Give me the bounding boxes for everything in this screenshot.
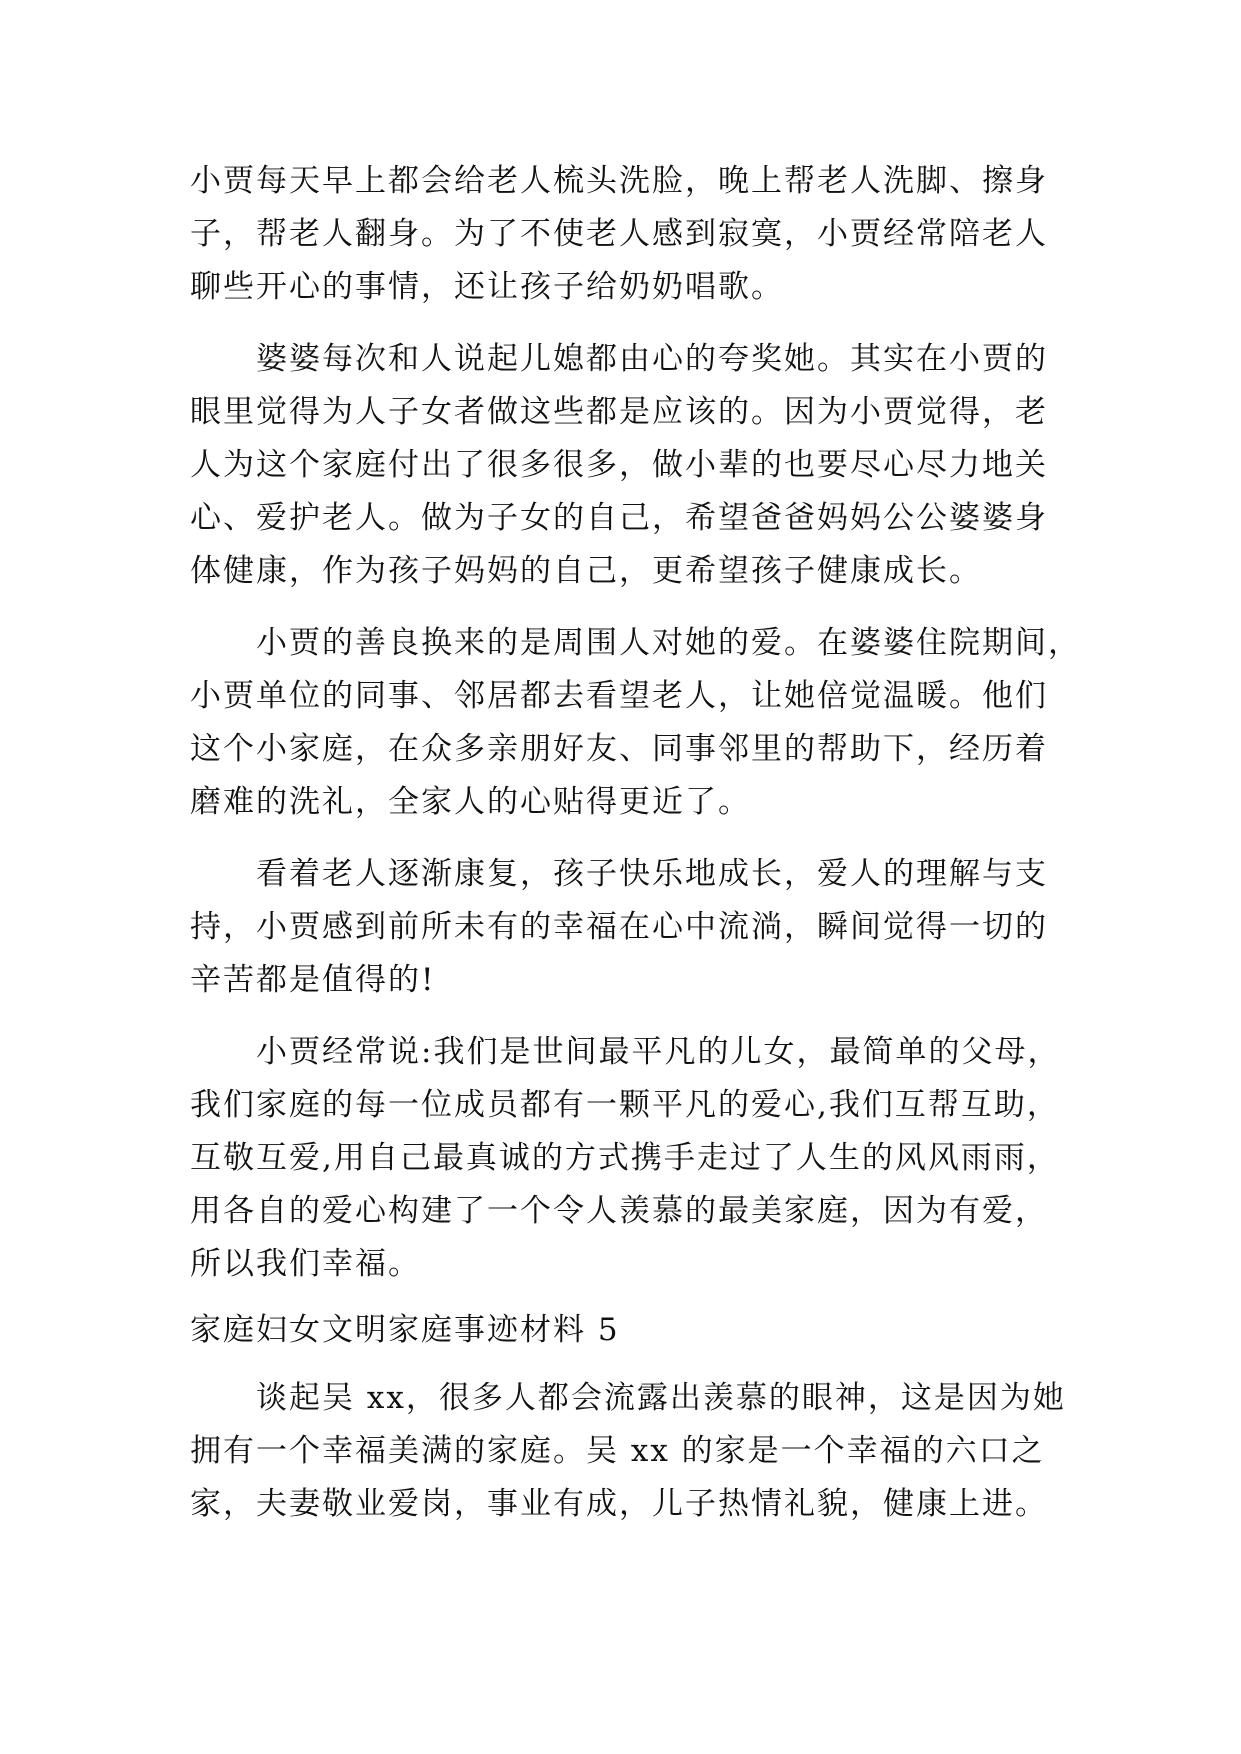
text-line: 小贾每天早上都会给老人梳头洗脸，晚上帮老人洗脚、擦身: [190, 163, 1048, 199]
text-line: 持，小贾感到前所未有的幸福在心中流淌，瞬间觉得一切的: [190, 909, 1048, 945]
text-line: 我们家庭的每一位成员都有一颗平凡的爱心,我们互帮互助，: [190, 1087, 1060, 1123]
text-line: 拥有一个幸福美满的家庭。吴 xx 的家是一个幸福的六口之: [190, 1433, 1045, 1469]
text-line: 聊些开心的事情，还让孩子给奶奶唱歌。: [190, 269, 784, 305]
text-line: 家，夫妻敬业爱岗，事业有成，儿子热情礼貌，健康上进。: [190, 1486, 1048, 1522]
text-line: 所以我们幸福。: [190, 1246, 421, 1282]
text-line: 用各自的爱心构建了一个令人羡慕的最美家庭，因为有爱，: [190, 1193, 1048, 1229]
text-line: 小贾单位的同事、邻居都去看望老人，让她倍觉温暖。他们: [190, 678, 1048, 714]
text-line: 心、爱护老人。做为子女的自己，希望爸爸妈妈公公婆婆身: [190, 500, 1048, 536]
text-line: 看着老人逐渐康复，孩子快乐地成长，爱人的理解与支: [190, 856, 1048, 892]
text-line: 人为这个家庭付出了很多很多，做小辈的也要尽心尽力地关: [190, 447, 1048, 483]
text-line: 小贾的善良换来的是周围人对她的爱。在婆婆住院期间，: [190, 625, 1081, 661]
text-line: 磨难的洗礼，全家人的心贴得更近了。: [190, 784, 751, 820]
text-line: 婆婆每次和人说起儿媳都由心的夸奖她。其实在小贾的: [190, 341, 1048, 377]
text-line: 眼里觉得为人子女者做这些都是应该的。因为小贾觉得，老: [190, 394, 1048, 430]
text-line: 子，帮老人翻身。为了不使老人感到寂寞，小贾经常陪老人: [190, 216, 1048, 252]
section-heading: 家庭妇女文明家庭事迹材料 5: [190, 1312, 620, 1348]
text-line: 小贾经常说:我们是世间最平凡的儿女，最简单的父母，: [190, 1034, 1061, 1070]
text-line: 体健康，作为孩子妈妈的自己，更希望孩子健康成长。: [190, 553, 982, 589]
text-line: 这个小家庭，在众多亲朋好友、同事邻里的帮助下，经历着: [190, 731, 1048, 767]
text-line: 辛苦都是值得的!: [190, 962, 436, 998]
text-line: 谈起吴 xx，很多人都会流露出羡慕的眼神，这是因为她: [190, 1380, 1066, 1416]
text-line: 互敬互爱,用自己最真诚的方式携手走过了人生的风风雨雨，: [190, 1140, 1060, 1176]
